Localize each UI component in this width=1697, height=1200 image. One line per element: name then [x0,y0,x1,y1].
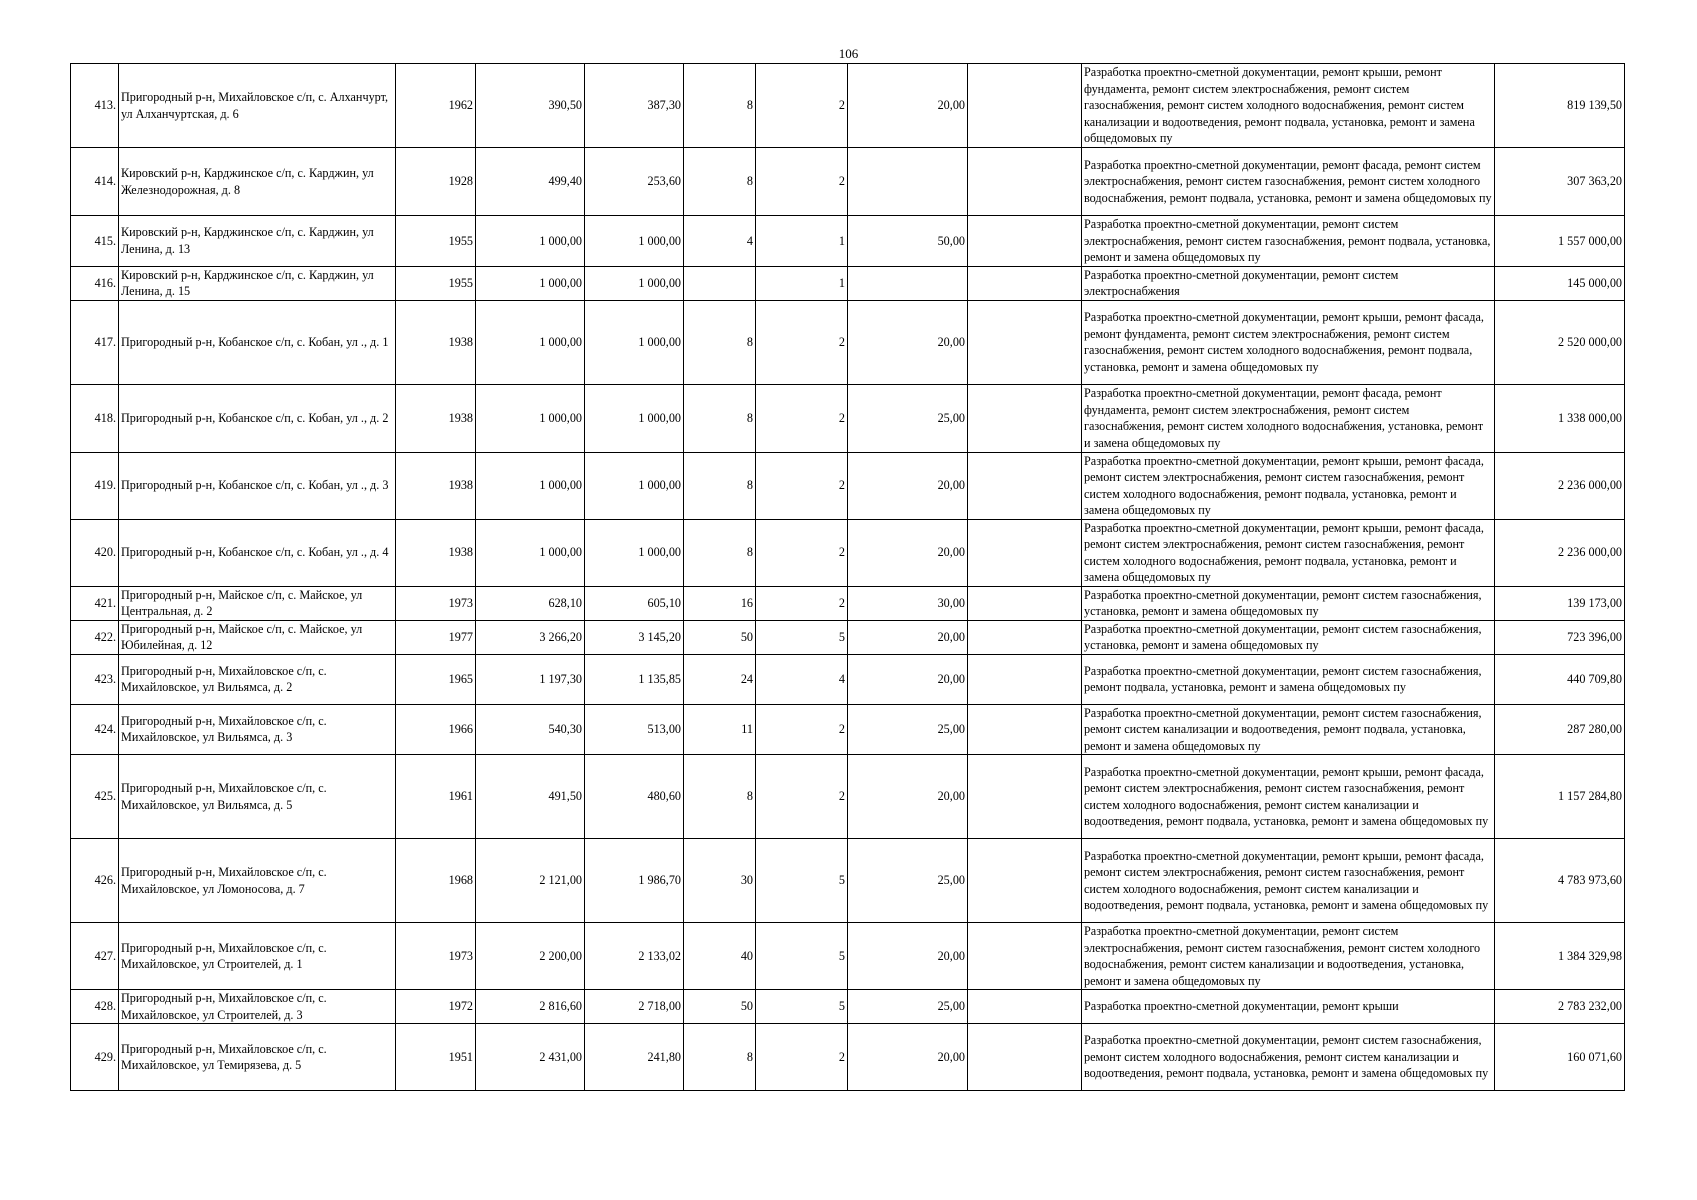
empty-cell [968,148,1082,216]
repair-works-cell: Разработка проектно-сметной документации, ремонт крыши, ремонт фундамента, ремонт систем электроснабжения, ремонт систем газоснабжения, ремонт систем холодного водоснабжения, ремонт систем канализации и водоотведения, ремонт подвала, установка, ремонт и замена общедомовых пу [1082,64,1495,148]
living-area-cell: 1 000,00 [585,519,684,586]
flats-count-cell: 8 [684,452,756,519]
year-cell: 1972 [396,990,476,1024]
empty-cell [968,620,1082,654]
floors-count-cell: 4 [756,654,848,704]
living-area-cell: 1 000,00 [585,266,684,300]
address-cell: Пригородный р-н, Михайловское с/п, с. Михайловское, ул Ломоносова, д. 7 [119,839,396,923]
address-cell: Кировский р-н, Карджинское с/п, с. Карджин, ул Ленина, д. 15 [119,266,396,300]
wear-percent-cell: 25,00 [848,704,968,755]
repair-cost-cell: 819 139,50 [1495,64,1625,148]
table-row [71,216,1625,267]
floors-count-cell: 1 [756,266,848,300]
flats-count-cell: 50 [684,620,756,654]
year-cell: 1962 [396,64,476,148]
living-area-cell: 1 000,00 [585,452,684,519]
page-number: 106 [838,46,859,61]
row-number-cell: 415. [71,216,119,267]
repair-cost-cell: 145 000,00 [1495,266,1625,300]
floors-count-cell: 2 [756,755,848,839]
row-number-cell: 414. [71,148,119,216]
flats-count-cell: 4 [684,216,756,267]
repair-works-cell: Разработка проектно-сметной документации, ремонт систем электроснабжения, ремонт систем газоснабжения, ремонт систем холодного водоснабжения, ремонт систем канализации и водоотведения, установка, ремонт и замена общедомовых пу [1082,923,1495,990]
flats-count-cell: 40 [684,923,756,990]
repair-cost-cell: 160 071,60 [1495,1024,1625,1091]
row-number-cell: 422. [71,620,119,654]
year-cell: 1955 [396,216,476,267]
empty-cell [968,586,1082,620]
table-row [71,519,1625,586]
repair-cost-cell: 2 236 000,00 [1495,519,1625,586]
total-area-cell: 2 431,00 [476,1024,585,1091]
table-row [71,704,1625,755]
repair-works-cell: Разработка проектно-сметной документации, ремонт систем электроснабжения [1082,266,1495,300]
row-number-cell: 423. [71,654,119,704]
repair-works-cell: Разработка проектно-сметной документации, ремонт крыши, ремонт фасада, ремонт систем электроснабжения, ремонт систем газоснабжения, ремонт систем холодного водоснабжения, ремонт систем канализации и водоотведения, ремонт подвала, установка, ремонт и замена общедомовых пу [1082,755,1495,839]
table-row [71,1024,1625,1091]
repair-cost-cell: 287 280,00 [1495,704,1625,755]
address-cell: Пригородный р-н, Кобанское с/п, с. Кобан, ул ., д. 2 [119,384,396,452]
address-cell: Кировский р-н, Карджинское с/п, с. Карджин, ул Ленина, д. 13 [119,216,396,267]
year-cell: 1938 [396,384,476,452]
year-cell: 1951 [396,1024,476,1091]
wear-percent-cell: 20,00 [848,654,968,704]
table-row [71,755,1625,839]
flats-count-cell: 11 [684,704,756,755]
table-row [71,923,1625,990]
living-area-cell: 480,60 [585,755,684,839]
living-area-cell: 605,10 [585,586,684,620]
year-cell: 1966 [396,704,476,755]
wear-percent-cell: 20,00 [848,1024,968,1091]
repair-cost-cell: 1 338 000,00 [1495,384,1625,452]
floors-count-cell: 5 [756,620,848,654]
total-area-cell: 390,50 [476,64,585,148]
address-cell: Пригородный р-н, Кобанское с/п, с. Кобан, ул ., д. 4 [119,519,396,586]
wear-percent-cell: 25,00 [848,990,968,1024]
floors-count-cell: 2 [756,148,848,216]
repair-cost-cell: 2 783 232,00 [1495,990,1625,1024]
row-number-cell: 429. [71,1024,119,1091]
year-cell: 1965 [396,654,476,704]
year-cell: 1938 [396,452,476,519]
flats-count-cell: 24 [684,654,756,704]
wear-percent-cell: 20,00 [848,452,968,519]
table-row [71,384,1625,452]
row-number-cell: 425. [71,755,119,839]
repair-works-cell: Разработка проектно-сметной документации, ремонт систем газоснабжения, ремонт систем канализации и водоотведения, ремонт подвала, установка, ремонт и замена общедомовых пу [1082,704,1495,755]
wear-percent-cell [848,266,968,300]
row-number-cell: 416. [71,266,119,300]
repair-cost-cell: 139 173,00 [1495,586,1625,620]
table-row [71,654,1625,704]
year-cell: 1973 [396,923,476,990]
total-area-cell: 3 266,20 [476,620,585,654]
year-cell: 1938 [396,519,476,586]
row-number-cell: 419. [71,452,119,519]
repair-works-cell: Разработка проектно-сметной документации, ремонт фасада, ремонт фундамента, ремонт систем электроснабжения, ремонт систем газоснабжения, ремонт систем холодного водоснабжения, установка, ремонт и замена общедомовых пу [1082,384,1495,452]
address-cell: Пригородный р-н, Майское с/п, с. Майское, ул Центральная, д. 2 [119,586,396,620]
living-area-cell: 1 986,70 [585,839,684,923]
repair-works-cell: Разработка проектно-сметной документации, ремонт крыши, ремонт фасада, ремонт систем электроснабжения, ремонт систем газоснабжения, ремонт систем холодного водоснабжения, ремонт подвала, установка, ремонт и замена общедомовых пу [1082,452,1495,519]
row-number-cell: 424. [71,704,119,755]
flats-count-cell: 8 [684,300,756,384]
repair-cost-cell: 1 557 000,00 [1495,216,1625,267]
wear-percent-cell: 20,00 [848,519,968,586]
living-area-cell: 1 000,00 [585,300,684,384]
repair-cost-cell: 723 396,00 [1495,620,1625,654]
flats-count-cell: 8 [684,64,756,148]
total-area-cell: 1 000,00 [476,519,585,586]
floors-count-cell: 2 [756,704,848,755]
total-area-cell: 1 000,00 [476,452,585,519]
total-area-cell: 491,50 [476,755,585,839]
floors-count-cell: 2 [756,384,848,452]
repair-works-cell: Разработка проектно-сметной документации, ремонт крыши, ремонт фасада, ремонт систем электроснабжения, ремонт систем газоснабжения, ремонт систем холодного водоснабжения, ремонт подвала, установка, ремонт и замена общедомовых пу [1082,519,1495,586]
empty-cell [968,654,1082,704]
floors-count-cell: 5 [756,923,848,990]
table-row [71,990,1625,1024]
row-number-cell: 413. [71,64,119,148]
address-cell: Пригородный р-н, Майское с/п, с. Майское, ул Юбилейная, д. 12 [119,620,396,654]
table-row [71,452,1625,519]
repair-cost-cell: 2 520 000,00 [1495,300,1625,384]
living-area-cell: 1 000,00 [585,216,684,267]
row-number-cell: 418. [71,384,119,452]
year-cell: 1968 [396,839,476,923]
row-number-cell: 428. [71,990,119,1024]
living-area-cell: 513,00 [585,704,684,755]
repair-works-cell: Разработка проектно-сметной документации, ремонт систем электроснабжения, ремонт систем газоснабжения, ремонт подвала, установка, ремонт и замена общедомовых пу [1082,216,1495,267]
table-row [71,300,1625,384]
address-cell: Кировский р-н, Карджинское с/п, с. Карджин, ул Железнодорожная, д. 8 [119,148,396,216]
address-cell: Пригородный р-н, Кобанское с/п, с. Кобан, ул ., д. 3 [119,452,396,519]
empty-cell [968,990,1082,1024]
total-area-cell: 2 200,00 [476,923,585,990]
address-cell: Пригородный р-н, Михайловское с/п, с. Михайловское, ул Вильямса, д. 5 [119,755,396,839]
flats-count-cell: 8 [684,384,756,452]
wear-percent-cell: 20,00 [848,923,968,990]
repair-works-cell: Разработка проектно-сметной документации, ремонт систем газоснабжения, ремонт подвала, установка, ремонт и замена общедомовых пу [1082,654,1495,704]
empty-cell [968,923,1082,990]
flats-count-cell: 30 [684,839,756,923]
repair-cost-cell: 1 384 329,98 [1495,923,1625,990]
total-area-cell: 1 000,00 [476,216,585,267]
repair-works-cell: Разработка проектно-сметной документации, ремонт крыши, ремонт фасада, ремонт фундамента, ремонт систем электроснабжения, ремонт систем газоснабжения, ремонт систем холодного водоснабжения, ремонт подвала, установка, ремонт и замена общедомовых пу [1082,300,1495,384]
repair-cost-cell: 440 709,80 [1495,654,1625,704]
floors-count-cell: 2 [756,64,848,148]
floors-count-cell: 1 [756,216,848,267]
wear-percent-cell: 25,00 [848,839,968,923]
repair-works-cell: Разработка проектно-сметной документации, ремонт систем газоснабжения, установка, ремонт и замена общедомовых пу [1082,586,1495,620]
living-area-cell: 2 718,00 [585,990,684,1024]
table-row [71,64,1625,148]
living-area-cell: 3 145,20 [585,620,684,654]
repair-cost-cell: 1 157 284,80 [1495,755,1625,839]
repair-cost-cell: 2 236 000,00 [1495,452,1625,519]
floors-count-cell: 2 [756,586,848,620]
table-body [71,64,1625,1091]
living-area-cell: 1 000,00 [585,384,684,452]
repair-cost-cell: 4 783 973,60 [1495,839,1625,923]
row-number-cell: 420. [71,519,119,586]
flats-count-cell [684,266,756,300]
floors-count-cell: 2 [756,1024,848,1091]
empty-cell [968,1024,1082,1091]
repair-works-cell: Разработка проектно-сметной документации, ремонт крыши [1082,990,1495,1024]
living-area-cell: 253,60 [585,148,684,216]
wear-percent-cell [848,148,968,216]
total-area-cell: 1 000,00 [476,266,585,300]
floors-count-cell: 5 [756,990,848,1024]
flats-count-cell: 8 [684,755,756,839]
address-cell: Пригородный р-н, Михайловское с/п, с. Михайловское, ул Вильямса, д. 2 [119,654,396,704]
wear-percent-cell: 20,00 [848,64,968,148]
empty-cell [968,300,1082,384]
total-area-cell: 499,40 [476,148,585,216]
repair-works-cell: Разработка проектно-сметной документации, ремонт систем газоснабжения, установка, ремонт и замена общедомовых пу [1082,620,1495,654]
year-cell: 1973 [396,586,476,620]
flats-count-cell: 50 [684,990,756,1024]
row-number-cell: 426. [71,839,119,923]
living-area-cell: 2 133,02 [585,923,684,990]
table-row [71,839,1625,923]
total-area-cell: 540,30 [476,704,585,755]
repair-cost-cell: 307 363,20 [1495,148,1625,216]
row-number-cell: 421. [71,586,119,620]
table-row [71,586,1625,620]
year-cell: 1938 [396,300,476,384]
repair-works-cell: Разработка проектно-сметной документации, ремонт фасада, ремонт систем электроснабжения, ремонт систем газоснабжения, ремонт систем холодного водоснабжения, ремонт подвала, установка, ремонт и замена общедомовых пу [1082,148,1495,216]
floors-count-cell: 2 [756,300,848,384]
total-area-cell: 1 000,00 [476,300,585,384]
empty-cell [968,266,1082,300]
empty-cell [968,519,1082,586]
floors-count-cell: 2 [756,519,848,586]
floors-count-cell: 5 [756,839,848,923]
year-cell: 1955 [396,266,476,300]
year-cell: 1977 [396,620,476,654]
total-area-cell: 2 816,60 [476,990,585,1024]
flats-count-cell: 8 [684,148,756,216]
empty-cell [968,839,1082,923]
living-area-cell: 387,30 [585,64,684,148]
year-cell: 1928 [396,148,476,216]
living-area-cell: 241,80 [585,1024,684,1091]
table-row [71,266,1625,300]
wear-percent-cell: 20,00 [848,755,968,839]
address-cell: Пригородный р-н, Михайловское с/п, с. Михайловское, ул Темирязева, д. 5 [119,1024,396,1091]
empty-cell [968,384,1082,452]
row-number-cell: 417. [71,300,119,384]
empty-cell [968,704,1082,755]
wear-percent-cell: 20,00 [848,300,968,384]
row-number-cell: 427. [71,923,119,990]
address-cell: Пригородный р-н, Михайловское с/п, с. Алханчурт, ул Алханчуртская, д. 6 [119,64,396,148]
total-area-cell: 628,10 [476,586,585,620]
address-cell: Пригородный р-н, Михайловское с/п, с. Михайловское, ул Строителей, д. 1 [119,923,396,990]
total-area-cell: 1 197,30 [476,654,585,704]
living-area-cell: 1 135,85 [585,654,684,704]
flats-count-cell: 8 [684,519,756,586]
address-cell: Пригородный р-н, Михайловское с/п, с. Михайловское, ул Строителей, д. 3 [119,990,396,1024]
repair-works-cell: Разработка проектно-сметной документации, ремонт систем газоснабжения, ремонт систем холодного водоснабжения, ремонт систем канализации и водоотведения, ремонт подвала, установка, ремонт и замена общедомовых пу [1082,1024,1495,1091]
flats-count-cell: 16 [684,586,756,620]
year-cell: 1961 [396,755,476,839]
wear-percent-cell: 20,00 [848,620,968,654]
address-cell: Пригородный р-н, Михайловское с/п, с. Михайловское, ул Вильямса, д. 3 [119,704,396,755]
repair-works-cell: Разработка проектно-сметной документации, ремонт крыши, ремонт фасада, ремонт систем электроснабжения, ремонт систем газоснабжения, ремонт систем холодного водоснабжения, ремонт систем канализации и водоотведения, ремонт подвала, установка, ремонт и замена общедомовых пу [1082,839,1495,923]
empty-cell [968,755,1082,839]
housing-repair-table [70,63,1625,1091]
address-cell: Пригородный р-н, Кобанское с/п, с. Кобан, ул ., д. 1 [119,300,396,384]
total-area-cell: 2 121,00 [476,839,585,923]
wear-percent-cell: 50,00 [848,216,968,267]
wear-percent-cell: 25,00 [848,384,968,452]
table-row [71,148,1625,216]
floors-count-cell: 2 [756,452,848,519]
empty-cell [968,452,1082,519]
flats-count-cell: 8 [684,1024,756,1091]
total-area-cell: 1 000,00 [476,384,585,452]
table-row [71,620,1625,654]
empty-cell [968,216,1082,267]
wear-percent-cell: 30,00 [848,586,968,620]
empty-cell [968,64,1082,148]
